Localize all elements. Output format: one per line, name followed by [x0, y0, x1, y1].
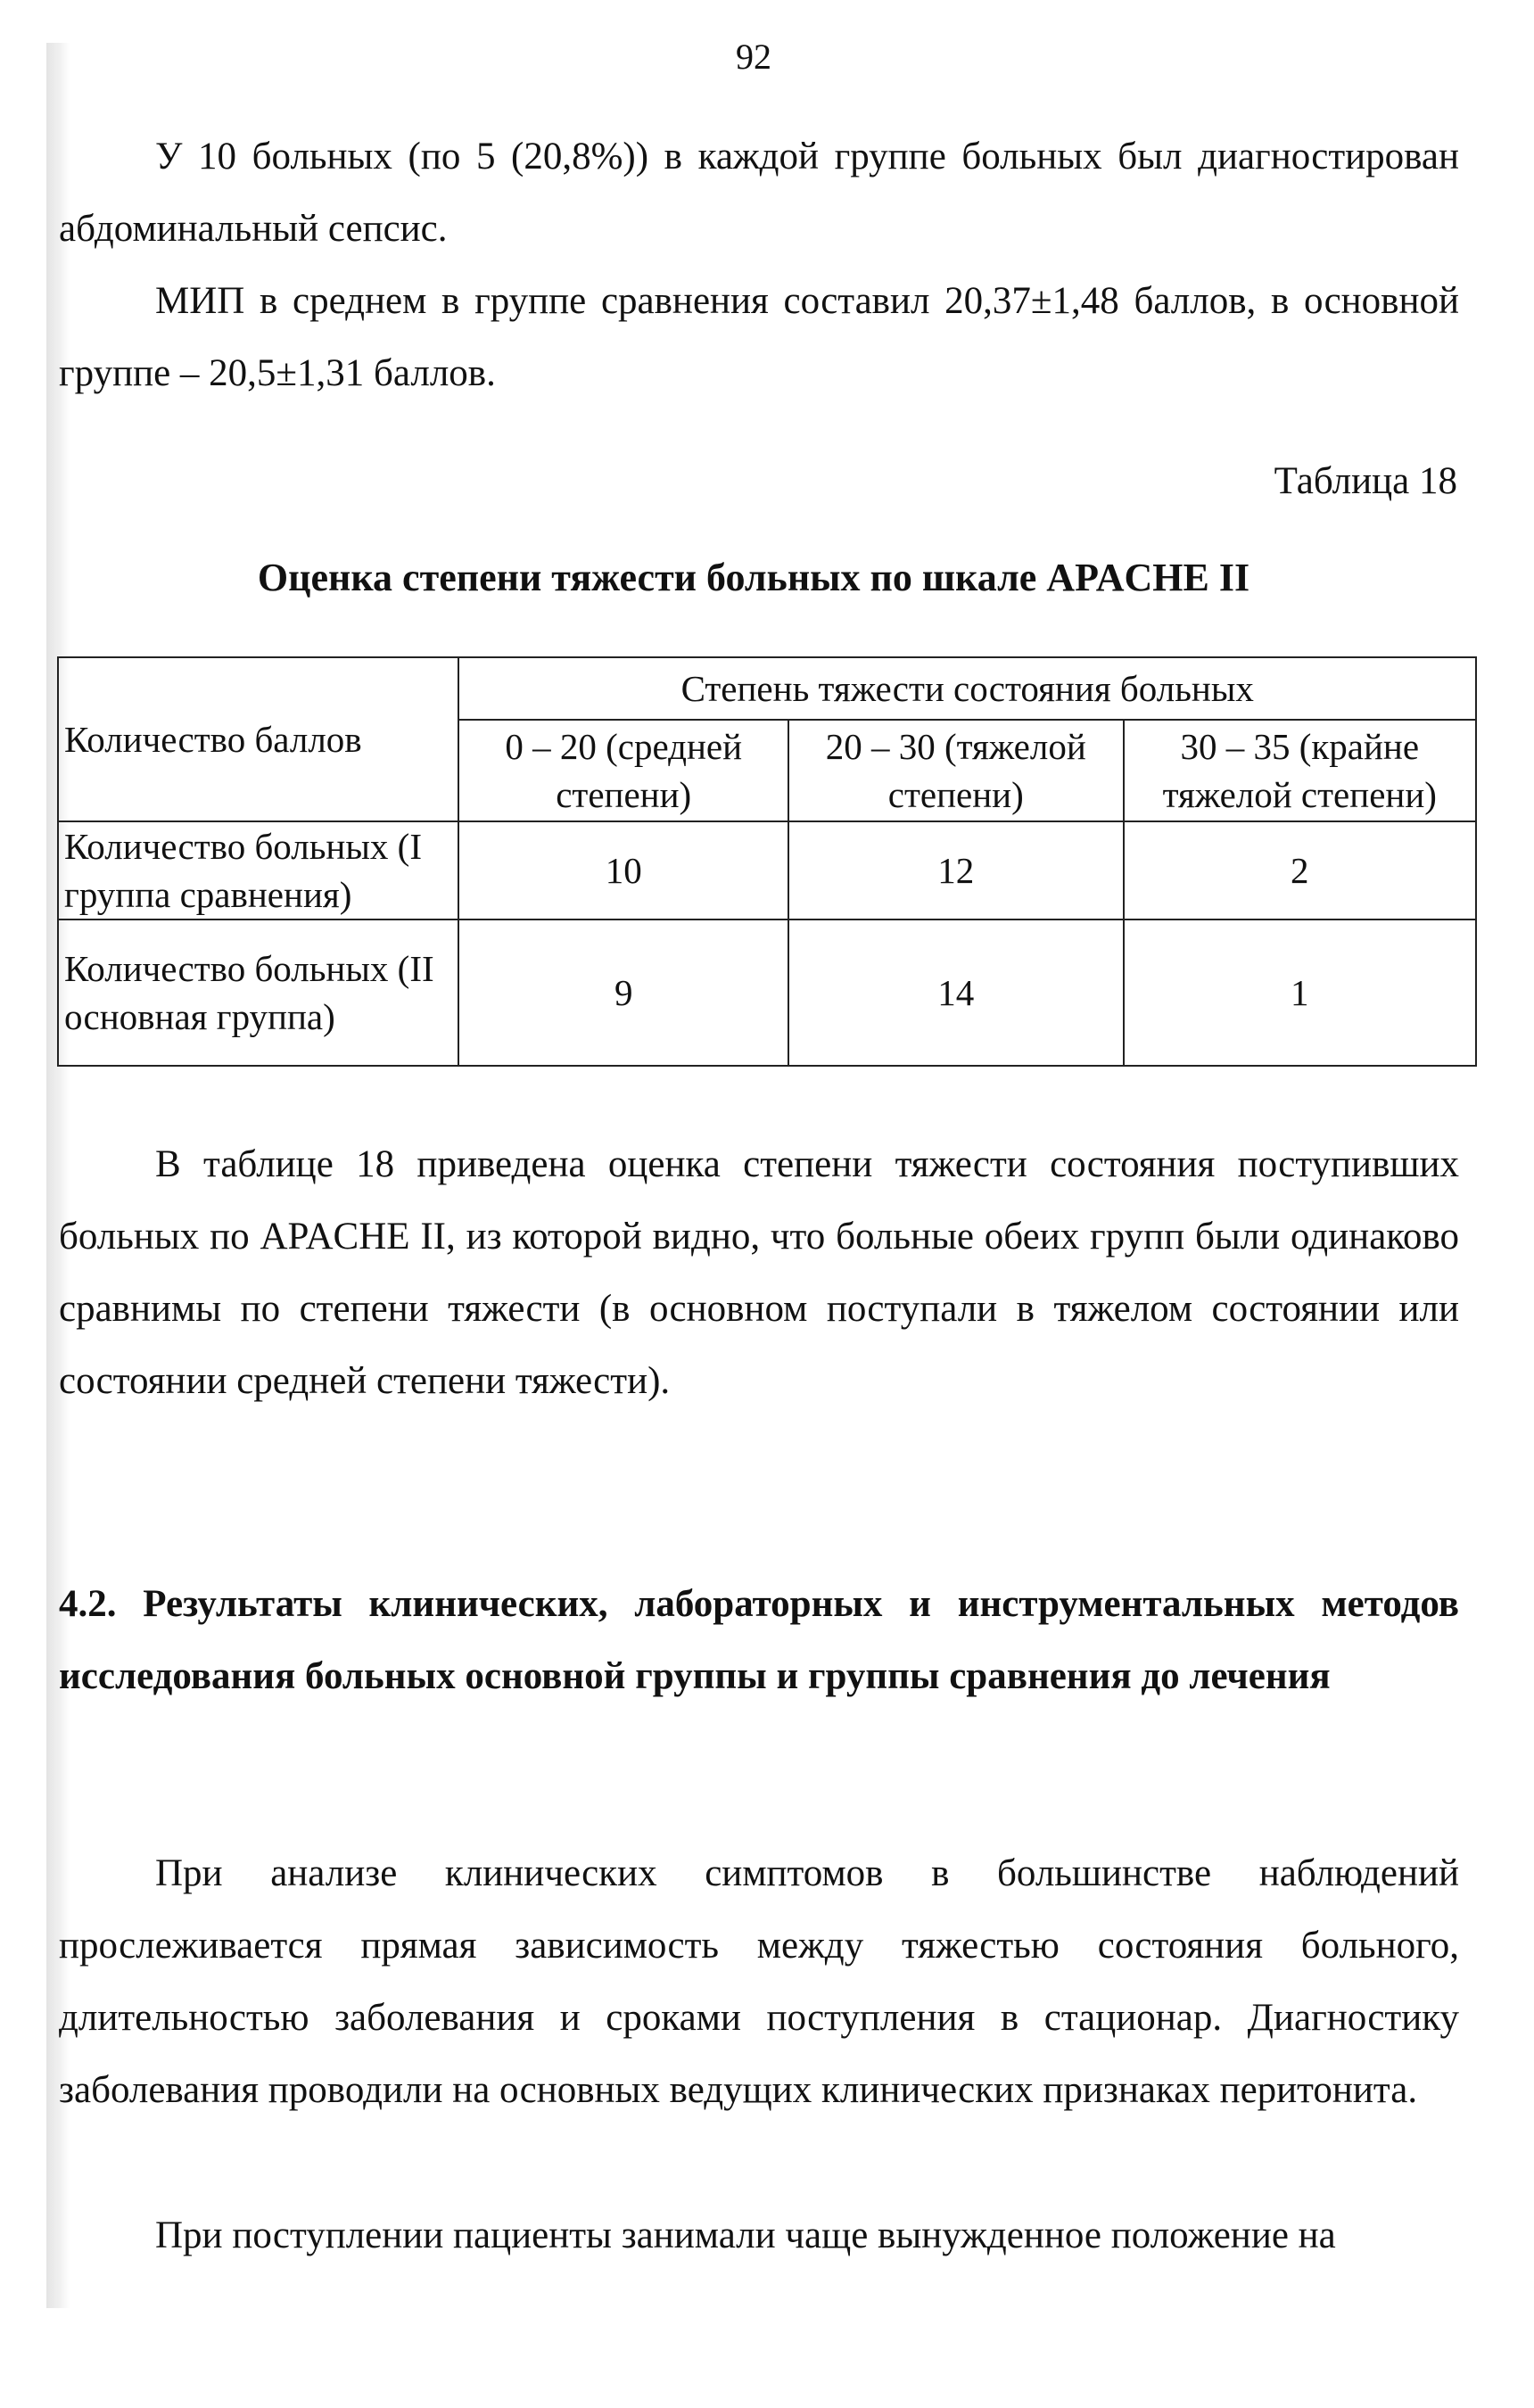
value-cell: 10 [458, 821, 788, 919]
after-table-paragraph: В таблице 18 приведена оценка степени тяжести состояния поступивших больных по APACHE II, из которой видно, что больные обеих групп были одинаково сравнимы по степени тяжести (в основном поступали в тяжелом состоянии или состоянии средней степени тяжести). [59, 1143, 1459, 1402]
section-paragraph-1: При анализе клинических симптомов в большинстве наблюдений прослеживается прямая зависимость между тяжестью состояния больного, длительностью заболевания и сроками поступления в стационар. Диагностику заболевания проводили на основных ведущих клинических признаках перитонита. [59, 1852, 1459, 2111]
page-number: 92 [736, 37, 771, 77]
intro-paragraph-2: МИП в среднем в группе сравнения составил 20,37±1,48 баллов, в основной группе – 20,5±1,31 баллов. [59, 280, 1459, 394]
row-header-cell: Количество баллов [58, 657, 458, 821]
group-header-cell: Степень тяжести состояния больных [458, 657, 1476, 720]
section-heading: 4.2. Результаты клинических, лабораторных и инструментальных методов исследования больных основной группы и группы сравнения до лечения [59, 1583, 1459, 1697]
column-header-cell: 20 – 30 (тяжелой степени) [788, 720, 1124, 821]
row-label-cell: Количество больных (II основная группа) [58, 919, 458, 1066]
value-cell: 12 [788, 821, 1124, 919]
table-title: Оценка степени тяжести больных по шкале APACHE II [257, 556, 1250, 599]
table-caption: Таблица 18 [1274, 460, 1457, 502]
value-cell: 1 [1124, 919, 1476, 1066]
section-paragraph-2: При поступлении пациенты занимали чаще вынужденное положение на [155, 2214, 1336, 2256]
value-cell: 9 [458, 919, 788, 1066]
value-cell: 2 [1124, 821, 1476, 919]
intro-paragraph-1: У 10 больных (по 5 (20,8%)) в каждой группе больных был диагностирован абдоминальный сепсис. [59, 136, 1459, 250]
column-header-cell: 0 – 20 (средней степени) [458, 720, 788, 821]
value-cell: 14 [788, 919, 1124, 1066]
row-label-cell: Количество больных (I группа сравнения) [58, 821, 458, 919]
column-header-cell: 30 – 35 (крайне тяжелой степени) [1124, 720, 1476, 821]
apache-table [57, 656, 1477, 1067]
